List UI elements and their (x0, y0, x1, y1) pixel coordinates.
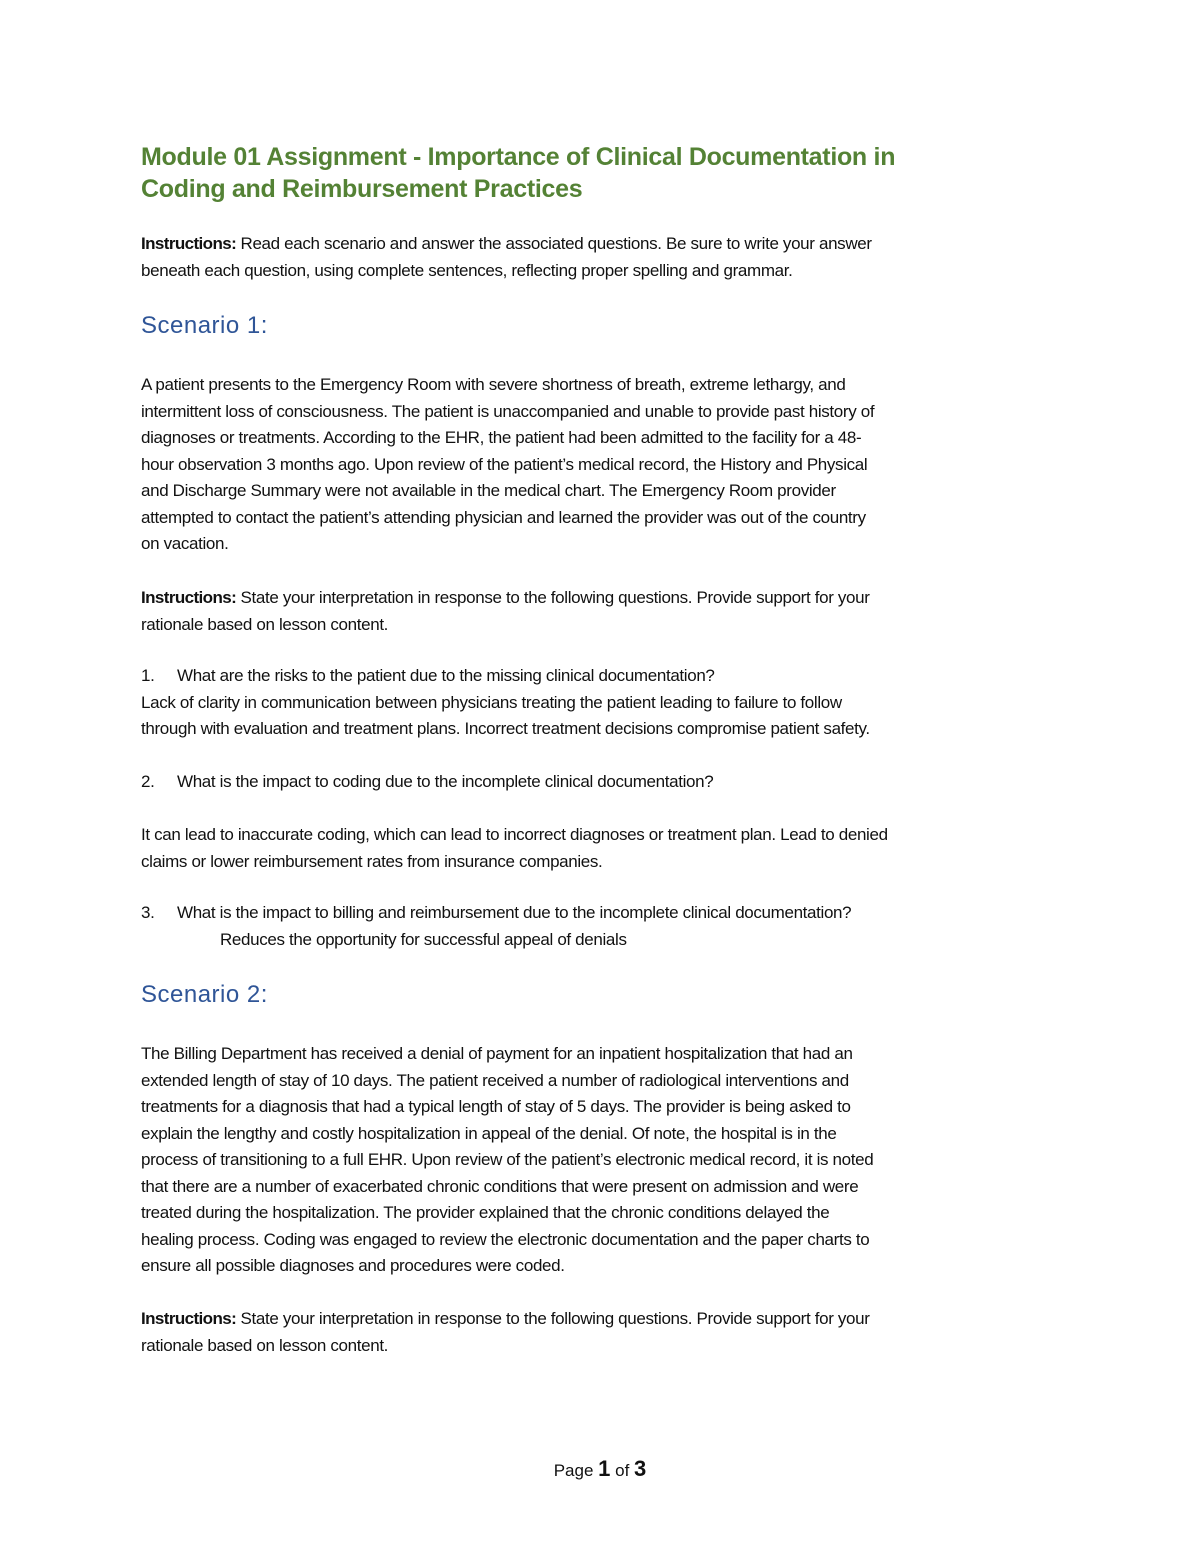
text-line: extended length of stay of 10 days. The patient received a number of radiological interventions and (141, 1070, 849, 1090)
text-line: treated during the hospitalization. The provider explained that the chronic conditions delayed the (141, 1203, 830, 1222)
answer-1: Lack of clarity in communication between physicians treating the patient leading to failure to follow (141, 692, 842, 712)
text-line: hour observation 3 months ago. Upon review of the patient’s medical record, the History and Physical (141, 454, 868, 474)
question-3: 3. What is the impact to billing and reimbursement due to the incomplete clinical documentation? Reduces the opportunity for successful appeal of denials (141, 900, 1071, 953)
question-2: 2. What is the impact to coding due to the incomplete clinical documentation? (141, 772, 714, 791)
scenario-2-heading: Scenario 2: (141, 981, 268, 1008)
text-line: healing process. Coding was engaged to review the electronic documentation and the paper charts to (141, 1229, 870, 1249)
page-number: Page 1 of 3 (553, 1456, 647, 1481)
document-title: Module 01 Assignment - Importance of Clinical Documentation in Coding and Reimbursement Practices (141, 143, 896, 203)
text-line: intermittent loss of consciousness. The patient is unaccompanied and unable to provide past history of (141, 401, 875, 421)
answer-2: It can lead to inaccurate coding, which can lead to incorrect diagnoses or treatment plan. Lead to denied claims or lower reimbursement rates from insurance companies. (141, 825, 888, 871)
text-line: attempted to contact the patient’s attending physician and learned the provider was out of the country (141, 507, 866, 527)
text-line: treatments for a diagnosis that had a typical length of stay of 5 days. The provider is being asked to (141, 1097, 851, 1116)
general-instructions: Instructions: Read each scenario and answer the associated questions. Be sure to write your answer beneath each question, using complete sentences, reflecting proper spelling and grammar. (141, 234, 872, 280)
scenario-1-instructions: Instructions: State your interpretation in response to the following questions. Provide support for your rationale based on lesson content. (141, 588, 870, 634)
scenario-2-text (141, 1041, 1071, 1280)
text-line: and Discharge Summary were not available in the medical chart. The Emergency Room provider (141, 481, 836, 500)
scenario-2-instructions: Instructions: State your interpretation in response to the following questions. Provide support for your rationale based on lesson content. (141, 1309, 870, 1355)
text-line: that there are a number of exacerbated chronic conditions that were present on admission and were (141, 1176, 859, 1196)
scenario-1-heading: Scenario 1: (141, 312, 268, 339)
text-line: ensure all possible diagnoses and procedures were coded. (141, 1256, 565, 1275)
answer-3: Reduces the opportunity for successful appeal of denials (220, 929, 627, 949)
text-line: The Billing Department has received a denial of payment for an inpatient hospitalization that had an (141, 1044, 853, 1063)
question-1: 1. What are the risks to the patient due to the missing clinical documentation? Lack of clarity in communication between physicians treating the patient leading to failure to follow through with evaluation and treatment plans. Incorrect treatment decisions compromise patient safety. (141, 663, 1071, 743)
text-line: on vacation. (141, 534, 229, 553)
text-line: A patient presents to the Emergency Room with severe shortness of breath, extreme lethargy, and (141, 375, 846, 394)
scenario-1-text (141, 372, 1071, 558)
text-line: explain the lengthy and costly hospitalization in appeal of the denial. Of note, the hospital is in the (141, 1123, 837, 1143)
text-line: process of transitioning to a full EHR. Upon review of the patient’s electronic medical record, it is noted (141, 1150, 874, 1169)
text-line: diagnoses or treatments. According to the EHR, the patient had been admitted to the facility for a 48- (141, 428, 862, 447)
